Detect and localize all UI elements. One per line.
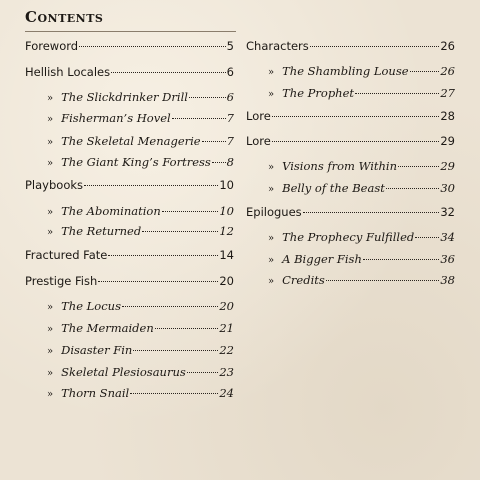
bullet-marker: » (47, 93, 54, 104)
toc-entry-label: Foreword (25, 39, 79, 53)
toc-entry-label: The Mermaiden (61, 321, 154, 335)
bullet-marker: » (47, 324, 54, 335)
dot-leader (162, 211, 219, 212)
toc-page-number: 14 (219, 248, 234, 262)
toc-entry[interactable] (246, 38, 455, 54)
bullet-marker: » (268, 184, 275, 195)
toc-page-number: 6 (226, 65, 234, 79)
dot-leader (108, 255, 218, 256)
toc-entry[interactable] (25, 154, 234, 172)
toc-entry-label: The Returned (61, 224, 142, 238)
dot-leader (212, 162, 226, 163)
bullet-marker: » (47, 207, 54, 218)
toc-entry[interactable] (25, 223, 234, 241)
toc-page-number: 7 (226, 134, 234, 148)
bullet-marker: » (47, 346, 54, 357)
bullet-marker: » (268, 255, 275, 266)
toc-page-number: 21 (219, 321, 234, 335)
toc-entry-label: Characters (246, 39, 309, 53)
toc-page-number: 28 (440, 109, 455, 123)
bullet-marker: » (47, 389, 54, 400)
toc-entry[interactable] (246, 229, 455, 247)
toc-page-number: 27 (440, 86, 455, 100)
toc-entry-label: Skeletal Plesiosaurus (61, 365, 186, 379)
toc-entry[interactable] (25, 298, 234, 316)
toc-page-number: 6 (226, 90, 234, 104)
dot-leader (155, 328, 219, 329)
toc-entry-label: Lore (246, 134, 271, 148)
dot-leader (130, 393, 218, 394)
toc-entry[interactable] (25, 320, 234, 338)
toc-page-number: 29 (440, 134, 455, 148)
bullet-marker: » (268, 276, 275, 287)
dot-leader (272, 141, 440, 142)
toc-entry-label: Credits (282, 273, 325, 287)
toc-entry[interactable] (25, 364, 234, 382)
toc-page-number: 29 (440, 159, 455, 173)
toc-entry[interactable] (25, 273, 234, 289)
toc-entry-label: Thorn Snail (61, 386, 130, 400)
toc-entry[interactable] (25, 110, 234, 128)
toc-entry[interactable] (246, 85, 455, 103)
bullet-marker: » (47, 227, 54, 238)
toc-entry-label: The Slickdrinker Drill (61, 90, 188, 104)
toc-entry[interactable] (25, 177, 234, 193)
toc-entry[interactable] (246, 180, 455, 198)
toc-page-number: 10 (219, 204, 234, 218)
toc-entry-label: The Giant King’s Fortress (61, 155, 211, 169)
toc-entry-label: Epilogues (246, 205, 302, 219)
toc-entry[interactable] (25, 342, 234, 360)
toc-entry[interactable] (25, 38, 234, 54)
dot-leader (98, 281, 218, 282)
toc-entry-label: Belly of the Beast (282, 181, 385, 195)
toc-page-number: 22 (219, 343, 234, 357)
heading-underline (25, 31, 236, 32)
toc-page-number: 36 (440, 252, 455, 266)
toc-page-number: 7 (226, 111, 234, 125)
bullet-marker: » (47, 137, 54, 148)
toc-entry-label: Fractured Fate (25, 248, 108, 262)
dot-leader (363, 259, 439, 260)
toc-entry-label: Prestige Fish (25, 274, 98, 288)
dot-leader (172, 118, 226, 119)
toc-page-number: 26 (440, 39, 455, 53)
toc-entry[interactable] (246, 204, 455, 220)
bullet-marker: » (47, 158, 54, 169)
dot-leader (386, 188, 440, 189)
toc-page-number: 32 (440, 205, 455, 219)
toc-entry[interactable] (25, 64, 234, 80)
toc-entry[interactable] (25, 247, 234, 263)
toc-entry[interactable] (246, 133, 455, 149)
toc-entry[interactable] (246, 251, 455, 269)
toc-page-number: 38 (440, 273, 455, 287)
toc-entry[interactable] (246, 158, 455, 176)
toc-entry-label: The Prophet (282, 86, 355, 100)
toc-page-number: 5 (226, 39, 234, 53)
dot-leader (202, 141, 226, 142)
toc-entry-label: A Bigger Fish (282, 252, 362, 266)
toc-page-number: 20 (219, 299, 234, 313)
dot-leader (310, 46, 440, 47)
toc-entry-label: Fisherman’s Hovel (61, 111, 171, 125)
dot-leader (122, 306, 218, 307)
dot-leader (326, 280, 440, 281)
toc-entry-label: Playbooks (25, 178, 84, 192)
bullet-marker: » (268, 89, 275, 100)
toc-entry[interactable] (25, 203, 234, 221)
toc-entry-label: Lore (246, 109, 271, 123)
dot-leader (84, 185, 218, 186)
toc-entry[interactable] (25, 385, 234, 403)
dot-leader (142, 231, 218, 232)
dot-leader (189, 97, 226, 98)
toc-page-number: 20 (219, 274, 234, 288)
toc-entry-label: The Locus (61, 299, 121, 313)
bullet-marker: » (268, 233, 275, 244)
bullet-marker: » (268, 67, 275, 78)
dot-leader (272, 116, 440, 117)
toc-page-number: 26 (440, 64, 455, 78)
toc-entry-label: Disaster Fin (61, 343, 133, 357)
toc-entry-label: The Abomination (61, 204, 161, 218)
dot-leader (303, 212, 440, 213)
toc-entry[interactable] (25, 89, 234, 107)
bullet-marker: » (47, 368, 54, 379)
dot-leader (398, 166, 439, 167)
toc-entry-label: Visions from Within (282, 159, 398, 173)
toc-entry[interactable] (246, 272, 455, 290)
toc-entry[interactable] (25, 133, 234, 151)
toc-entry-label: The Shambling Louse (282, 64, 409, 78)
dot-leader (355, 93, 439, 94)
contents-heading: Contents (25, 8, 104, 26)
dot-leader (79, 46, 226, 47)
dot-leader (133, 350, 218, 351)
toc-page-number: 23 (219, 365, 234, 379)
dot-leader (415, 237, 439, 238)
toc-page-number: 34 (440, 230, 455, 244)
dot-leader (111, 72, 226, 73)
dot-leader (187, 372, 219, 373)
toc-page-number: 24 (219, 386, 234, 400)
toc-page-number: 12 (219, 224, 234, 238)
toc-page-number: 8 (226, 155, 234, 169)
toc-page-number: 10 (219, 178, 234, 192)
toc-entry[interactable] (246, 108, 455, 124)
toc-page-number: 30 (440, 181, 455, 195)
bullet-marker: » (47, 114, 54, 125)
toc-entry-label: The Prophecy Fulfilled (282, 230, 415, 244)
toc-entry-label: Hellish Locales (25, 65, 111, 79)
toc-entry-label: The Skeletal Menagerie (61, 134, 201, 148)
toc-entry[interactable] (246, 63, 455, 81)
bullet-marker: » (47, 302, 54, 313)
bullet-marker: » (268, 162, 275, 173)
dot-leader (410, 71, 440, 72)
